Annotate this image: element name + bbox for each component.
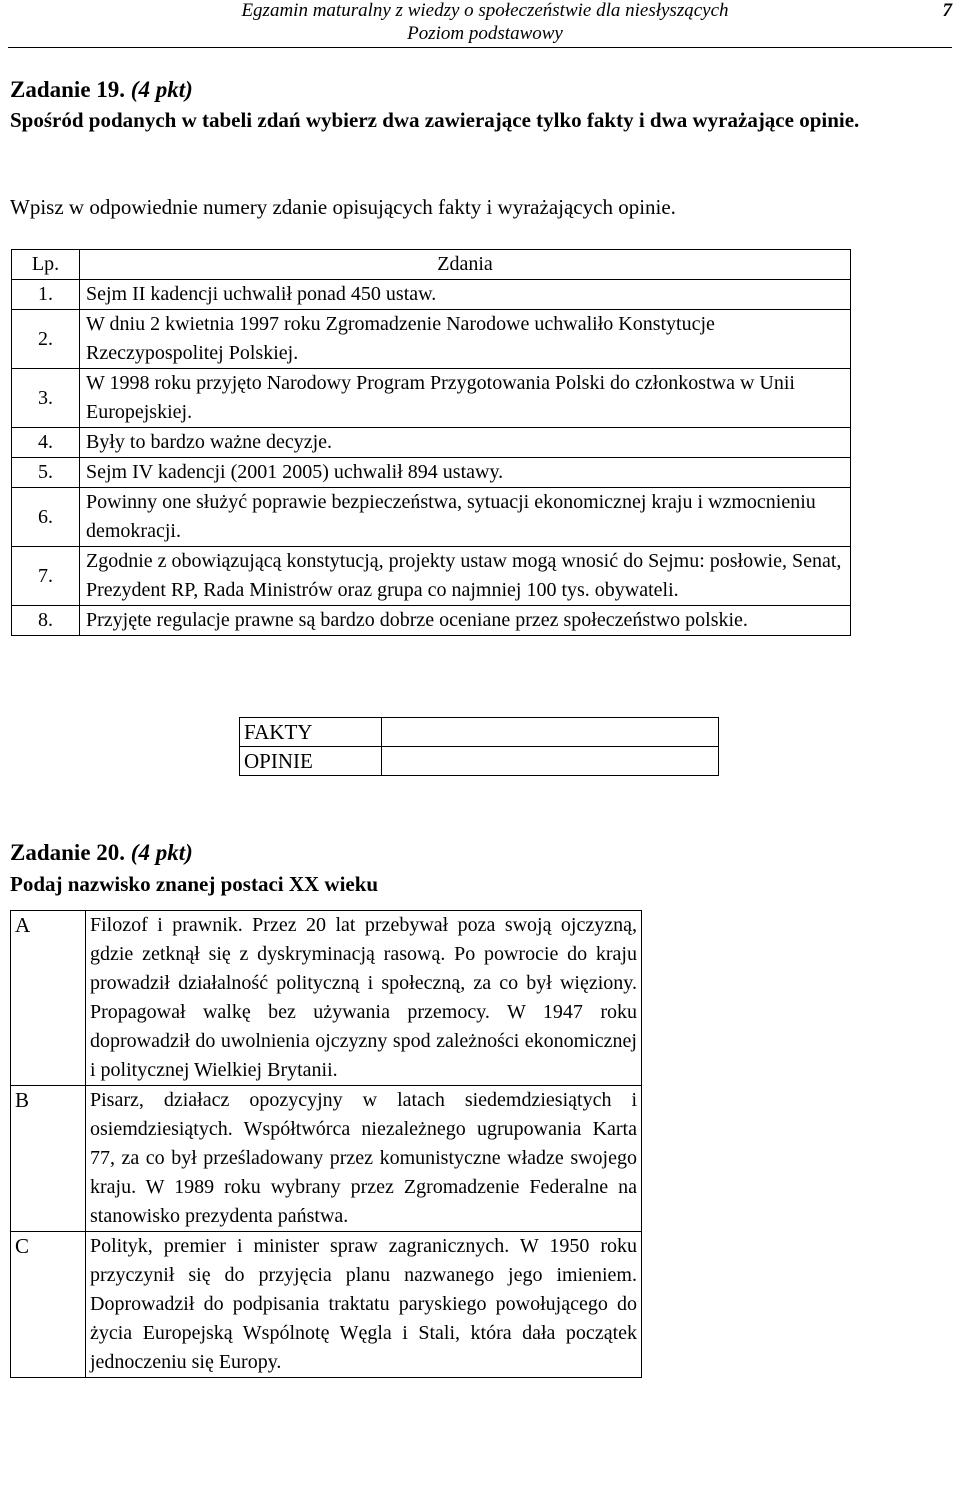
table-row xyxy=(12,428,851,458)
row-sentence: Przyjęte regulacje prawne są bardzo dobrze oceniane przez społeczeństwo polskie. xyxy=(80,606,851,636)
row-sentence: Sejm IV kadencji (2001 2005) uchwalił 894 ustawy. xyxy=(80,458,851,488)
task19-instruction: Spośród podanych w tabeli zdań wybierz dwa zawierające tylko fakty i dwa wyrażające opinie. xyxy=(10,108,860,132)
row-sentence: W 1998 roku przyjęto Narodowy Program Przygotowania Polski do członkostwa w Unii Europejskiej. xyxy=(80,369,851,428)
task20-instruction: Podaj nazwisko znanej postaci XX wieku xyxy=(10,872,379,896)
person-description: Filozof i prawnik. Przez 20 lat przebywał poza swoją ojczyzną, gdzie zetknął się z dyskryminacją rasową. Po powrocie do kraju prowadził działalność polityczną i społeczną, za co był więziony. Propagował walkę bez używania przemocy. W 1947 roku doprowadził do uwolnienia ojczyzny spod zależności ekonomicznej i politycznej Wielkiej Brytanii. xyxy=(86,911,642,1086)
opinions-answer-field[interactable] xyxy=(382,747,719,776)
row-number: 4. xyxy=(12,428,80,458)
person-description: Polityk, premier i minister spraw zagranicznych. W 1950 roku przyczynił się do przyjęcia planu nazwanego jego imieniem. Doprowadził do podpisania traktatu paryskiego powołującego do życia Europejską Wspólnotę Węgla i Stali, która dała początek jednoczeniu się Europy. xyxy=(86,1232,642,1378)
task19-subinstruction: Wpisz w odpowiednie numery zdanie opisujących fakty i wyrażających opinie. xyxy=(10,195,676,219)
page-number: 7 xyxy=(942,0,952,21)
facts-answer-field[interactable] xyxy=(382,718,719,747)
person-row xyxy=(11,911,642,1086)
facts-row xyxy=(240,718,719,747)
table-row xyxy=(12,606,851,636)
row-number: 1. xyxy=(12,280,80,310)
task19-points: (4 pkt) xyxy=(130,77,193,102)
task20-points: (4 pkt) xyxy=(130,840,193,865)
task20-title xyxy=(10,839,193,867)
task20-number: Zadanie 20. xyxy=(10,840,126,865)
row-sentence: Były to bardzo ważne decyzje. xyxy=(80,428,851,458)
person-description: Pisarz, działacz opozycyjny w latach siedemdziesiątych i osiemdziesiątych. Współtwórca niezależnego ugrupowania Karta 77, za co był prześladowany przez komunistyczne władze swojego kraju. W 1989 roku wybrany przez Zgromadzenie Federalne na stanowisko prezydenta państwa. xyxy=(86,1086,642,1232)
table-row xyxy=(12,458,851,488)
row-sentence: Powinny one służyć poprawie bezpieczeństwa, sytuacji ekonomicznej kraju i wzmocnieniu demokracji. xyxy=(80,488,851,547)
table-row xyxy=(12,310,851,369)
header-zdania: Zdania xyxy=(80,250,851,280)
row-number: 8. xyxy=(12,606,80,636)
task19-title xyxy=(10,76,193,104)
row-number: 5. xyxy=(12,458,80,488)
row-sentence: Sejm II kadencji uchwalił ponad 450 ustaw. xyxy=(80,280,851,310)
person-letter: C xyxy=(11,1232,86,1378)
table-row xyxy=(12,369,851,428)
opinions-row xyxy=(240,747,719,776)
table-row xyxy=(12,547,851,606)
exam-level: Poziom podstawowy xyxy=(407,23,563,44)
row-number: 2. xyxy=(12,310,80,369)
row-sentence: W dniu 2 kwietnia 1997 roku Zgromadzenie Narodowe uchwaliło Konstytucje Rzeczypospolitej Polskiej. xyxy=(80,310,851,369)
page-header xyxy=(0,0,960,50)
table-row xyxy=(12,488,851,547)
person-row xyxy=(11,1086,642,1232)
person-letter: A xyxy=(11,911,86,1086)
table-row xyxy=(12,280,851,310)
exam-title: Egzamin maturalny z wiedzy o społeczeństwie dla niesłyszących xyxy=(241,0,729,21)
persons-table xyxy=(10,910,642,1378)
person-letter: B xyxy=(11,1086,86,1232)
header-lp: Lp. xyxy=(12,250,80,280)
sentences-table xyxy=(11,249,851,636)
opinions-label: OPINIE xyxy=(240,747,382,776)
row-number: 6. xyxy=(12,488,80,547)
row-number: 7. xyxy=(12,547,80,606)
table-header-row xyxy=(12,250,851,280)
task19-number: Zadanie 19. xyxy=(10,77,126,102)
person-row xyxy=(11,1232,642,1378)
answer-table xyxy=(239,717,719,776)
facts-label: FAKTY xyxy=(240,718,382,747)
row-sentence: Zgodnie z obowiązującą konstytucją, projekty ustaw mogą wnosić do Sejmu: posłowie, Senat, Prezydent RP, Rada Ministrów oraz grupa co najmniej 100 tys. obywateli. xyxy=(80,547,851,606)
header-divider xyxy=(8,47,952,48)
row-number: 3. xyxy=(12,369,80,428)
